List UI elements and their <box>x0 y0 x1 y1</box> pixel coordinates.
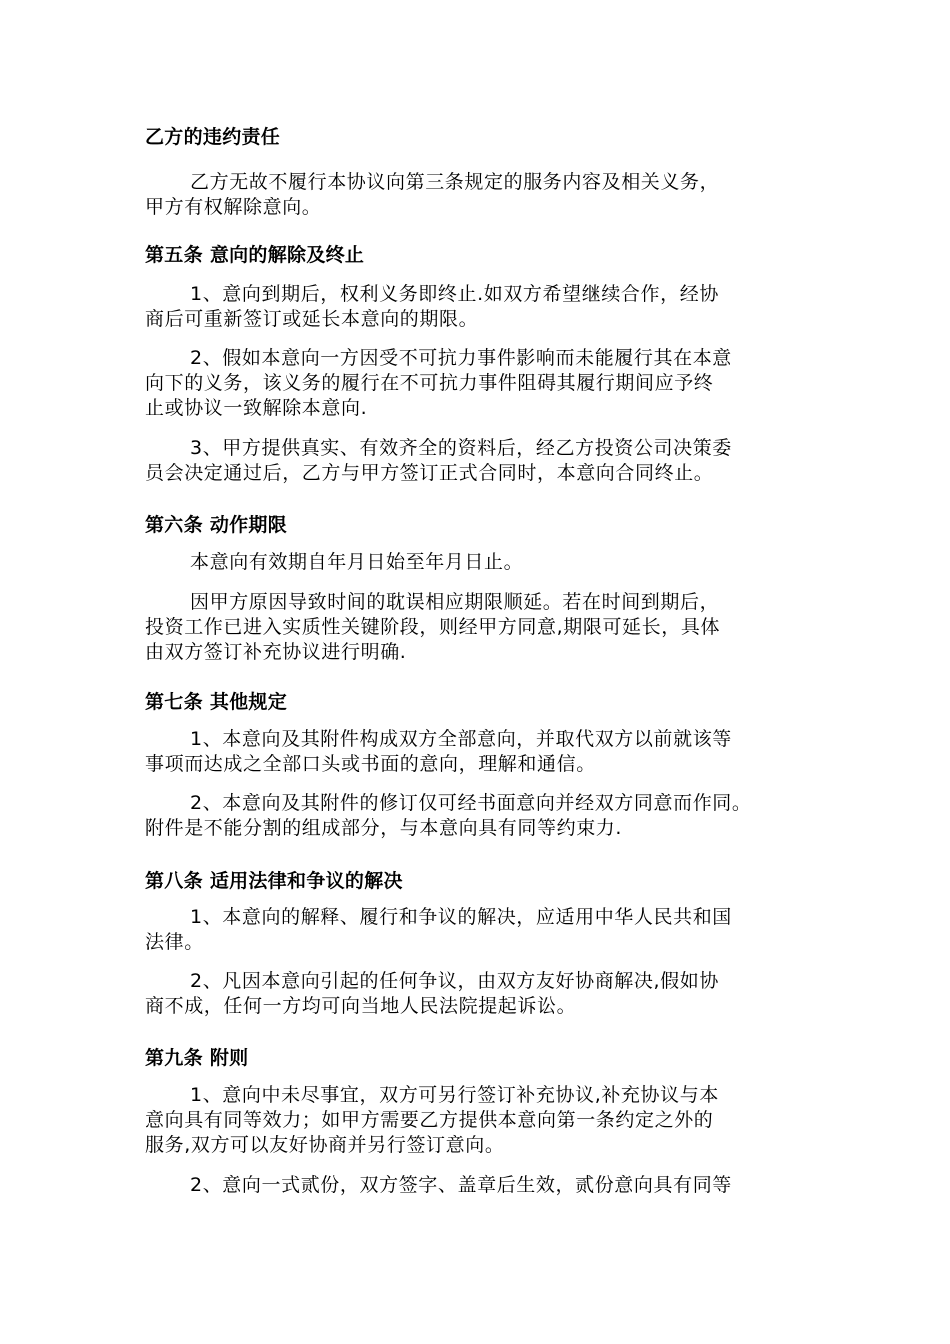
paragraph-line: 附件是不能分割的组成部分，与本意向具有同等约束力. <box>145 817 623 839</box>
paragraph <box>145 550 815 575</box>
paragraph <box>145 436 815 486</box>
paragraph-line: 意向具有同等效力；如甲方需要乙方提供本意向第一条约定之外的 <box>145 1109 714 1131</box>
paragraph-line: 1、本意向及其附件构成双方全部意向，并取代双方以前就该等 <box>190 728 732 750</box>
paragraph-line: 服务,双方可以友好协商并另行签订意向。 <box>145 1134 505 1156</box>
paragraph-line: 由双方签订补充协议进行明确. <box>145 641 407 663</box>
paragraph-line: 商后可重新签订或延长本意向的期限。 <box>145 308 479 330</box>
paragraph-line: 2、意向一式贰份，双方签字、盖章后生效，贰份意向具有同等 <box>190 1174 732 1196</box>
paragraph-line: 甲方有权解除意向。 <box>145 196 322 218</box>
paragraph-line: 因甲方原因导致时间的耽误相应期限顺延。若在时间到期后， <box>190 591 720 613</box>
paragraph <box>145 1083 815 1158</box>
section-heading-article-7: 第七条 其他规定 <box>145 691 288 713</box>
paragraph-line: 2、假如本意向一方因受不可抗力事件影响而未能履行其在本意 <box>190 347 732 369</box>
paragraph <box>145 727 815 777</box>
paragraph-line: 商不成，任何一方均可向当地人民法院提起诉讼。 <box>145 995 577 1017</box>
paragraph-line: 1、意向到期后，权利义务即终止.如双方希望继续合作，经协 <box>190 283 719 305</box>
paragraph <box>145 346 815 421</box>
paragraph-line: 2、凡因本意向引起的任何争议，由双方友好协商解决,假如协 <box>190 970 719 992</box>
section-heading-article-6: 第六条 动作期限 <box>145 514 288 536</box>
paragraph-line: 本意向有效期自年月日始至年月日止。 <box>190 551 524 573</box>
paragraph <box>145 282 815 332</box>
section-heading-article-5: 第五条 意向的解除及终止 <box>145 244 365 266</box>
paragraph-line: 事项而达成之全部口头或书面的意向，理解和通信。 <box>145 753 596 775</box>
paragraph <box>145 969 815 1019</box>
paragraph-line: 3、甲方提供真实、有效齐全的资料后，经乙方投资公司决策委 <box>190 437 732 459</box>
section-heading-breach-liability: 乙方的违约责任 <box>145 126 281 148</box>
paragraph-line: 1、意向中未尽事宜，双方可另行签订补充协议,补充协议与本 <box>190 1084 719 1106</box>
paragraph-line: 员会决定通过后，乙方与甲方签订正式合同时，本意向合同终止。 <box>145 462 714 484</box>
paragraph <box>145 791 815 841</box>
paragraph-line: 2、本意向及其附件的修订仅可经书面意向并经双方同意而作同。 <box>190 792 752 814</box>
paragraph-line: 法律。 <box>145 931 204 953</box>
paragraph-line: 投资工作已进入实质性关键阶段，则经甲方同意,期限可延长，具体 <box>145 616 721 638</box>
section-heading-article-8: 第八条 适用法律和争议的解决 <box>145 870 403 892</box>
paragraph-line: 向下的义务，该义务的履行在不可抗力事件阻碍其履行期间应予终 <box>145 372 714 394</box>
paragraph-line: 乙方无故不履行本协议向第三条规定的服务内容及相关义务， <box>190 171 720 193</box>
paragraph-line: 1、本意向的解释、履行和争议的解决，应适用中华人民共和国 <box>190 906 732 928</box>
paragraph <box>145 170 815 220</box>
paragraph <box>145 590 815 665</box>
paragraph <box>145 905 815 955</box>
paragraph <box>145 1173 815 1198</box>
paragraph-line: 止或协议一致解除本意向. <box>145 397 368 419</box>
section-heading-article-9: 第九条 附则 <box>145 1047 249 1069</box>
